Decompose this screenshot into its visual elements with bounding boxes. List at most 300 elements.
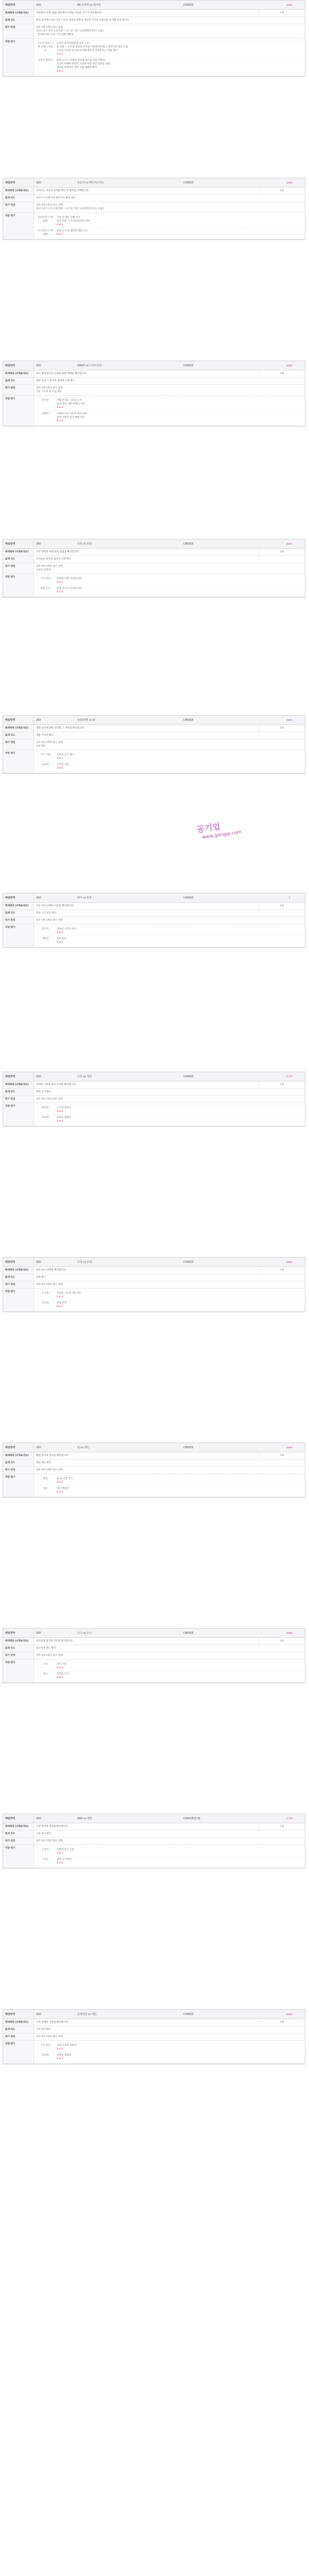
summary-row [3,549,305,556]
criteria-line: 설명의 명확성 [57,1116,72,1120]
row-value: 아버지는 보호자 문제를 확인 후 분야를 선택합니다. [36,190,90,192]
bullet-line: 의무사항 2개의 필수 설명 [36,2036,63,2039]
row-label: 역량 평가 [3,1474,34,1497]
criteria-line: 논리적 설명 [57,764,69,767]
score-badge: pass [286,1446,293,1449]
criteria-title: 구조적 판단 (구체 상황) / 실용력 [37,42,54,53]
criteria-content [55,1847,303,1856]
header-code: 250 [36,542,41,546]
card-header [3,716,305,725]
intent-row [3,556,305,563]
criteria-block [36,1105,303,1114]
header-code: 250 [36,1075,41,1078]
header-code: 250 [36,1631,41,1635]
criteria-title: 계획성 [42,938,49,941]
criteria-title: 소통 [43,1663,48,1666]
summary-row [3,1823,305,1831]
criteria-block [36,1114,303,1124]
question-type: CHOICE [183,1260,194,1264]
row-label: 해제제목 (유형&경로) [3,2019,34,2026]
score-badge: 1 [288,896,290,900]
criteria-title: 실행력 [42,413,49,416]
criteria-title: 관계 [43,1858,48,1861]
criteria-block [36,1290,303,1300]
criteria-content [55,58,303,74]
criteria-score: 4-4-3 [57,1862,63,1865]
row-value [34,39,305,76]
viewpoint-row [3,1281,305,1289]
row-value: 계획 수립 시 분석과 실행의 균형 확인 [36,380,75,383]
header-label: 해설영역 [3,1,34,9]
header-code: 250 [36,896,41,900]
row-label: 해제제목 (유형&경로) [3,1638,34,1645]
summary-row [3,370,305,378]
row-label: 출제 의도 [3,1831,34,1837]
row-label: 해제제목 (유형&경로) [3,725,34,732]
card-title: 동네식당 vs 체인 [77,2013,97,2016]
card-title: 다섯 vs 정원 [77,1075,92,1078]
criteria-score: 4-4-3 [57,53,63,56]
intent-row [3,2026,305,2033]
row-label: 출제 의도 [3,378,34,384]
row-value: 소통 방식의 선호를 확인합니다. [36,1825,69,1828]
criteria-content [55,1857,303,1866]
row-value [34,1281,305,1288]
viewpoint-row [3,24,305,39]
row-label: 평가 관점 [3,24,34,38]
header-label: 해설영역 [3,361,34,370]
criteria-block [36,575,303,585]
row-value [34,24,305,38]
question-type: CHOICE [183,1446,194,1449]
card-header [3,1,305,10]
row-label: 역량 평가 [3,1289,34,1311]
criteria-content [55,215,303,228]
question-type: CHOICE [183,181,194,184]
criteria-block [36,1856,303,1866]
question-card [3,1814,305,1869]
criteria-score: 4-4-3 [57,591,63,594]
question-card [3,361,305,427]
row-value: 비용·시간 판단 확인 [36,912,57,915]
score-badge: pass [286,1631,293,1635]
card-title: 안정 vs 모험 [77,1261,92,1264]
row-value [34,1467,305,1473]
row-score: 1.0 [259,725,305,732]
criteria-content [55,41,303,57]
header-label: 해설영역 [3,1072,34,1081]
question-card [3,0,305,77]
card-header [3,2010,305,2019]
criteria-title: 협업 [43,1478,48,1481]
criteria-line: 정보를 분류하여 결론 도출 명확성 확인 [57,66,97,70]
summary-row [3,1081,305,1089]
row-value: 목표 설정 방식의 선호와 실행 계획을 확인합니다. [36,372,87,375]
row-label: 역량 평가 [3,574,34,597]
criteria-content [55,1671,303,1681]
criteria-title: 소통력 [42,1849,49,1852]
header-code: 250 [36,181,41,184]
criteria-content [55,936,303,945]
row-score: 1.0 [259,188,305,194]
bullet-line: 의무사항 2개의 필수 설명 [36,565,63,568]
question-card [3,1072,305,1127]
criteria-line: 한 상황 → 모호한 정보와 조건을 이용해 판단하고 합리적인 결론 도출 [57,46,128,49]
evaluation-row [3,1845,305,1868]
header-label: 해설영역 [3,1814,34,1823]
criteria-title: 표현력 [42,1116,49,1120]
row-label: 출제 의도 [3,732,34,739]
row-label: 출제 의도 [3,910,34,917]
intent-row [3,195,305,202]
row-label: 역량 평가 [3,39,34,76]
evaluation-row [3,750,305,773]
criteria-block [36,1846,303,1856]
criteria-content [55,411,303,424]
row-value [34,1096,305,1103]
question-card [3,539,305,598]
row-score: 1.0 [259,1267,305,1274]
criteria-content [55,398,303,411]
criteria-title: 위험 인식 [40,587,50,590]
row-label: 해제제목 (유형&경로) [3,549,34,555]
card-header [3,893,305,903]
criteria-line: 선호의 근거 제시 [57,754,74,757]
bullet-line: 의무사항 2개의 필수 설명 [36,1469,63,1472]
score-badge: pass [286,364,293,367]
row-value [34,385,305,395]
row-label: 역량 평가 [3,1103,34,1126]
row-label: 역량 평가 [3,1659,34,1682]
question-card [3,2009,305,2064]
criteria-content [55,1486,303,1495]
header-label: 해설영역 [3,1629,34,1637]
row-label: 평가 관점 [3,1281,34,1288]
criteria-line: 선택 기준의 일관성 [57,2044,77,2047]
row-value [34,1659,305,1682]
criteria-content [55,228,303,238]
criteria-title: 자율 [43,1487,48,1490]
row-value: 의사결정 태도 확인 [36,1647,56,1650]
card-title: SNS vs 대면 [77,1817,92,1820]
bullet-line: 의무사항 2개의 필수 설명 [36,387,63,390]
bullet-line: 의무사항 2개의 필수 설명 [36,919,63,922]
summary-row [3,10,305,17]
criteria-title: 안정성 [42,1302,49,1305]
criteria-score: 4-4-3 [57,233,63,236]
criteria-line: 새로운 시도에 대한 태도 [57,1292,82,1295]
criteria-content [55,752,303,761]
card-header [3,1258,305,1267]
criteria-score: 4-4-3 [57,1296,63,1299]
bullet-line: 의무사항 2개의 필수 설명 [36,26,63,29]
row-value [34,1652,305,1659]
summary-row [3,725,305,732]
header-label: 해설영역 [3,2010,34,2019]
question-type: CHOICE [183,1631,194,1635]
row-score: 1.0 [259,1452,305,1459]
criteria-title: 합리적 판단력 [38,59,53,62]
row-value [34,1289,305,1311]
evaluation-row [3,2041,305,2064]
criteria-line: 자신이 이해한 원칙과 기준에 따라 판단 결과를 설명 [57,63,110,66]
score-badge: pass [286,1260,293,1264]
row-score: 1.0 [259,2019,305,2026]
row-label: 평가 관점 [3,1652,34,1659]
criteria-content [55,1105,303,1114]
row-label: 평가 관점 [3,202,34,212]
bullet-line: 의무사항 2개의 필수 설명 [36,1654,63,1657]
criteria-line: 논리적 분석력(3단계 검증 구조) [57,42,90,45]
bullet-line: 의무사항 2개의 필수 설명 [36,1283,63,1286]
row-value [34,2041,305,2063]
criteria-score: 4-4-3 [57,1676,63,1680]
criteria-line: 개인 책임감 [57,1487,69,1490]
question-type: CHOICE [183,364,194,367]
row-label: 해제제목 (유형&경로) [3,1452,34,1459]
header-label: 해설영역 [3,716,34,724]
summary-row [3,188,305,195]
header-code: 250 [36,1260,41,1264]
row-label: 역량 평가 [3,396,34,426]
question-type: CHOICE [183,896,194,900]
criteria-line: 판단 근거 및 결과의 책임 의식 [57,230,88,233]
criteria-line: 의견 수렴 [57,1663,67,1666]
header-label: 해설영역 [3,1443,34,1452]
row-value [34,1838,305,1844]
question-card [3,715,305,774]
evaluation-row [3,1289,305,1312]
criteria-line: 위험 요소의 인지와 대비 [57,587,82,590]
criteria-block [36,926,303,936]
criteria-line: 구조와 조건을 동시에 고려해 합리적 선택을 하는 역량 평가 [57,49,118,53]
criteria-block [36,761,303,771]
bullet-line: 기본 가능력 및 응답 태도 [36,391,62,394]
score-badge: pass [286,542,293,546]
criteria-line: 구체적·측정 가능한 목표 설정 [57,413,88,416]
intent-row [3,1831,305,1838]
row-value: 선택의 기준과 판단 근거를 확인합니다. [36,1083,77,1086]
criteria-block [36,214,303,228]
criteria-score: 4-4-3 [57,1110,63,1113]
row-label: 출제 의도 [3,1645,34,1652]
row-label: 역량 평가 [3,1845,34,1868]
bullet-line: 응답 태도 [36,745,46,748]
row-score: 1.0 [259,1823,305,1830]
watermark-text: 공기업 [196,821,221,835]
card-header [3,361,305,370]
row-label: 역량 평가 [3,2041,34,2063]
row-label: 평가 관점 [3,1467,34,1473]
row-value: 위험 감수 성향을 확인합니다. [36,1269,67,1272]
row-value [34,924,305,947]
row-label: 출제 의도 [3,556,34,563]
criteria-block [36,752,303,761]
intent-row [3,732,305,739]
row-value [34,750,305,773]
criteria-title: 분석력 [42,399,49,402]
summary-row [3,1638,305,1645]
question-card [3,178,305,240]
bullet-line: 의무사항 2개의 필수 설명 [36,1098,63,1101]
evaluation-row [3,396,305,426]
intent-row [3,1089,305,1096]
criteria-score: 4-4-3 [57,1667,63,1670]
criteria-block [36,57,303,74]
criteria-score: 4-4-3 [57,420,63,423]
score-badge: 1.1% [286,1817,293,1820]
card-header [3,178,305,188]
criteria-block [36,1476,303,1485]
header-code: 250 [36,718,41,722]
question-type: CHOICE [183,3,194,7]
score-badge: pass [286,2012,293,2016]
row-value [34,1103,305,1126]
row-label: 출제 의도 [3,1274,34,1281]
criteria-score: 4-4-3 [57,406,63,410]
criteria-block [36,585,303,595]
criteria-score: 4-4-3 [57,767,63,770]
intent-row [3,17,305,24]
row-value [34,563,305,573]
row-score: 1.0 [259,1638,305,1645]
row-value [34,739,305,750]
evaluation-row [3,924,305,947]
criteria-content [55,1300,303,1310]
row-label: 해제제목 (유형&경로) [3,10,34,16]
criteria-title: 의사결정 (구체 상황) [38,230,53,236]
criteria-line: 상황에 맞는 소통 [57,1849,74,1852]
card-header [3,1629,305,1638]
row-label: 해제제목 (유형&경로) [3,1081,34,1088]
row-label: 역량 평가 [3,924,34,947]
row-label: 출제 의도 [3,1460,34,1466]
header-label: 해설영역 [3,893,34,902]
criteria-content [55,1476,303,1485]
criteria-line: 가족 간 갈등 상황 인식 [57,216,80,219]
criteria-block [36,411,303,424]
criteria-score: 4-4-3 [57,1491,63,1494]
summary-row [3,903,305,910]
question-card [3,1628,305,1683]
row-value [34,213,305,239]
criteria-score: 4-4-3 [57,581,63,584]
row-score: 1.0 [259,370,305,377]
header-label: 해설영역 [3,1258,34,1266]
criteria-block [36,2052,303,2062]
criteria-score: 4-4-3 [57,1852,63,1855]
row-label: 해제제목 (유형&경로) [3,903,34,909]
header-code: 250 [36,3,41,7]
criteria-title: 합리성 [42,928,49,931]
row-value: 취업 분야에서 최소 2분 이상의 장래의 방향성 개념과 가치관 연관성을 평가해 보려 합니다. [36,19,130,22]
bullet-line: 의무사항 2개의 필수 설명 [36,204,63,207]
criteria-content [55,762,303,771]
row-value: 의사결정 방식의 선호를 확인합니다. [36,1640,74,1642]
criteria-line: 설명의 명확성 [57,2054,72,2057]
row-value: 협업 태도 확인 [36,1462,52,1465]
evaluation-row [3,1659,305,1683]
criteria-score: 4-4-3 [57,757,63,760]
criteria-title: 자기 이해 [40,754,50,757]
watermark-url: www.gonggi.com [202,829,242,840]
card-title: 보호자 vs 배우자(가족) [77,181,104,184]
criteria-line: 관계 유지 방식 [57,1858,72,1861]
row-value [34,917,305,924]
row-label: 해제제목 (유형&경로) [3,188,34,194]
viewpoint-row [3,202,305,213]
row-label: 평가 관점 [3,1096,34,1103]
question-card [3,893,305,948]
card-header [3,539,305,549]
viewpoint-row [3,1652,305,1659]
row-score: 1.0 [259,549,305,555]
bullet-line: 의사소통시 자기 조절역량 - 구조 및 기본 가능력[행동특성 / 응답] [36,208,104,211]
criteria-content [55,1115,303,1124]
criteria-score: 4-4-3 [57,70,63,73]
criteria-line: 달성 기한과 점검 방법 제시 [57,416,85,419]
watermark [196,823,263,849]
card-title: 다수 vs 소수 [77,1632,92,1635]
header-label: 해설영역 [3,178,34,187]
criteria-score: 4-4-3 [57,931,63,935]
row-label: 출제 의도 [3,195,34,201]
criteria-score: 4-4-3 [57,941,63,944]
evaluation-row [3,39,305,76]
row-label: 해제제목 (유형&경로) [3,370,34,377]
card-title: SWOT vs 스마트목표 [77,364,102,367]
criteria-block [36,1485,303,1495]
question-type: CHOICE [183,1075,194,1078]
criteria-title: 표현력 [42,764,49,767]
row-value: 소통 방식 확인 [36,1833,52,1836]
row-score: 1.0 [259,903,305,909]
row-value [34,574,305,597]
row-label: 해제제목 (유형&경로) [3,1823,34,1830]
row-value: 보호자 사고방식과 판단기준 확인 질문 [36,197,76,200]
row-value: 이동 수단 선택의 기준을 확인합니다. [36,905,74,907]
criteria-score: 4-4-3 [57,1120,63,1123]
criteria-content [55,2043,303,2052]
row-label: 평가 관점 [3,563,34,573]
row-value: 생활 공간에 대한 선호와 그 이유를 확인합니다. [36,727,85,730]
header-code: 250 [36,2012,41,2016]
row-label: 출제 의도 [3,1089,34,1095]
criteria-line: 결정의 근거 [57,1673,69,1676]
bullet-line: 의무사항 2개의 필수 설명 [36,741,63,744]
row-value: 소비 선택의 기준을 확인합니다. [36,2021,69,2024]
row-value: 성향 확인 [36,1276,46,1279]
criteria-content [55,926,303,936]
criteria-score: 4-4-3 [57,224,63,227]
row-value: 지원분야 선택, 실업 대상에서 어려운 직업군 얻기가 부족합니다. [36,12,102,14]
intent-row [3,1460,305,1467]
criteria-score: 4-4-3 [57,1481,63,1484]
criteria-line: 비용과 시간의 비교 [57,928,77,931]
criteria-line: 현재와 미래 가치의 비교 [57,578,82,581]
criteria-line: 판단 근거 → 다양한 정보와 평가를 통한 방향성 [57,59,105,62]
criteria-block [36,40,303,57]
row-value: 협업 방식의 선호를 확인합니다. [36,1454,69,1457]
criteria-block [36,1671,303,1681]
criteria-title: 표현력 [42,2054,49,2057]
score-badge: pass [286,718,293,722]
header-code: 250 [36,364,41,367]
criteria-content [55,576,303,585]
criteria-content [55,1662,303,1671]
criteria-title: 가치 판단 [40,578,50,581]
criteria-score: 4-4-3 [57,2048,63,2051]
